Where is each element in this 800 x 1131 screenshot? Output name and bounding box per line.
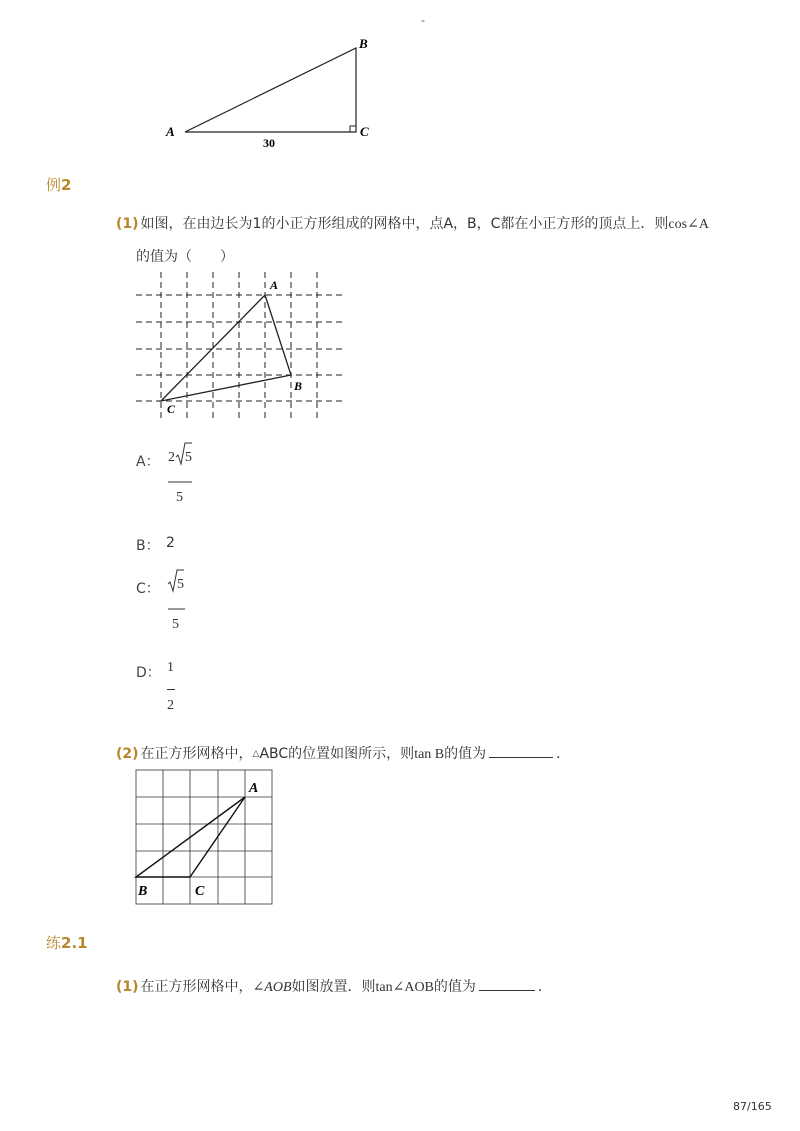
solid-grid-figure <box>133 767 277 909</box>
question-math: tan B <box>414 747 445 762</box>
practice-heading-number: 2.1 <box>61 934 88 952</box>
option-c-denominator: 5 <box>172 617 179 632</box>
practice-q1-text <box>116 978 552 995</box>
question-text: 如图，在由边长为1的小正方形组成的网格中，点A，B，C都在小正方形的顶点上．则 <box>140 216 669 232</box>
example2-q2-text <box>116 745 570 762</box>
triangle-label-b: B <box>359 36 368 51</box>
option-d-label[interactable]: D： <box>136 665 161 681</box>
question-text-end: ． <box>537 979 552 995</box>
question-text-a: 在正方形网格中， <box>140 746 253 762</box>
grid2-label-b: B <box>138 884 148 899</box>
example2-q1-text <box>116 217 709 232</box>
option-d-numerator: 1 <box>167 660 174 675</box>
question-number: (1) <box>116 979 139 995</box>
question-math: cos∠A <box>668 217 709 232</box>
option-c-value[interactable] <box>166 567 206 637</box>
question-text-b: ABC的位置如图所示，则 <box>259 746 415 762</box>
triangle-side-label: 30 <box>263 136 275 150</box>
option-a-value[interactable] <box>166 440 206 510</box>
option-d-denominator: 2 <box>167 698 174 713</box>
question-text-end: ． <box>556 746 571 762</box>
question-text-c: 的值为 <box>433 979 476 995</box>
option-b-value[interactable]: 2 <box>166 535 175 551</box>
question-number: (1) <box>116 216 139 232</box>
question-text-a: 在正方形网格中， <box>140 979 253 995</box>
option-a-label[interactable]: A： <box>136 454 160 470</box>
triangle-label-a: A <box>166 124 175 139</box>
example-2-heading <box>46 174 71 195</box>
practice-heading-prefix: 练 <box>46 934 62 952</box>
page-top-mark: - <box>421 14 425 27</box>
grid-label-c: C <box>167 402 176 416</box>
grid2-label-c: C <box>195 884 205 899</box>
answer-blank[interactable] <box>479 978 535 991</box>
example2-q1-text-line2: 的值为（ ） <box>136 249 234 265</box>
option-b-label[interactable]: B： <box>136 538 160 554</box>
dashed-grid-figure <box>130 268 350 426</box>
grid-label-a: A <box>270 278 279 292</box>
example-heading-number: 2 <box>61 176 72 194</box>
option-a-coef: 2 <box>168 450 175 465</box>
option-c-label[interactable]: C： <box>136 581 160 597</box>
example-heading-prefix: 例 <box>46 176 62 194</box>
triangle-label-c: C <box>360 124 369 139</box>
option-a-radicand: 5 <box>185 450 192 465</box>
page-number: 87/165 <box>733 1100 772 1113</box>
option-a-denominator: 5 <box>176 490 183 505</box>
question-math-a: ∠AOB <box>252 980 292 995</box>
answer-blank[interactable] <box>489 745 553 758</box>
question-text-b: 如图放置．则 <box>291 979 376 995</box>
triangle-symbol: △ <box>252 749 260 759</box>
practice-2-1-heading <box>46 932 88 953</box>
option-c-radicand: 5 <box>177 577 184 592</box>
grid2-label-a: A <box>249 781 259 796</box>
question-text-c: 的值为 <box>444 746 487 762</box>
option-d-value[interactable] <box>166 656 186 718</box>
grid-label-b: B <box>294 379 303 393</box>
right-triangle-figure <box>150 30 390 160</box>
question-math-b: tan∠AOB <box>375 980 434 995</box>
question-number: (2) <box>116 746 139 762</box>
